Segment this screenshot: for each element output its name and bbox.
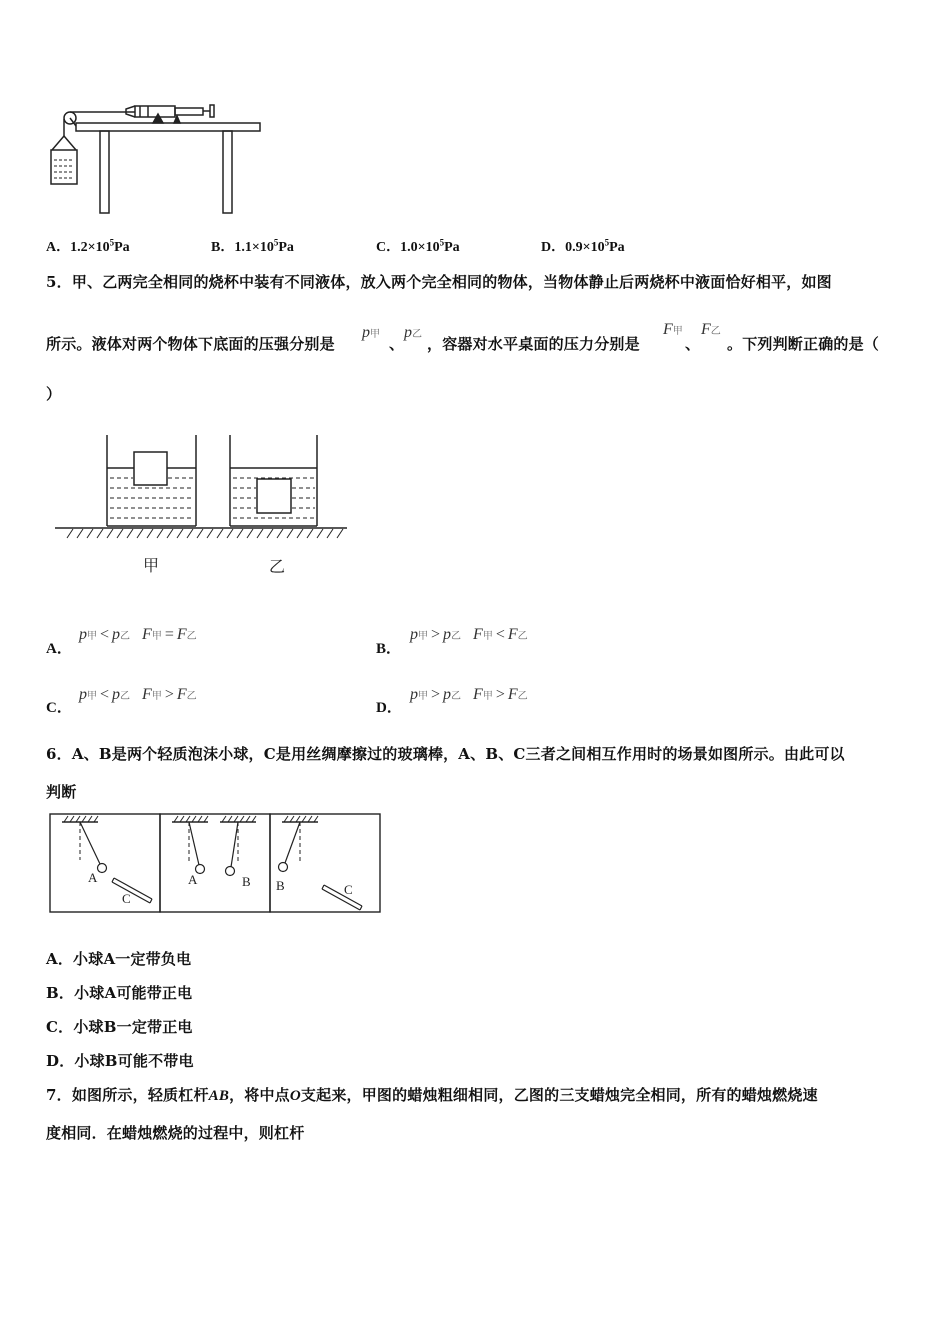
q5-option-d-expr: p甲 > p乙 F甲 > F乙 — [410, 686, 528, 703]
q5-beakers-figure — [55, 430, 355, 580]
q5-fig-label-yi: 乙 — [269, 559, 286, 576]
q5-stem-line-2a: 所示。液体对两个物体下底面的压强分别是 — [46, 335, 335, 353]
q4-option-d: D．$0.9\times 10^5Pa$ — [541, 237, 625, 255]
q6-fig-label-c3: C — [344, 882, 353, 897]
q4-option-c: C．$1.0\times 10^5Pa$ — [376, 237, 460, 255]
q5-option-c-letter: C． — [46, 700, 72, 716]
q5-sep-2: 、 — [685, 335, 701, 353]
q6-stem-line-1: 6．A、B是两个轻质泡沫小球，C是用丝绸摩擦过的玻璃棒，A、B、C三者之间相互作用时的场景如图所示。由此可以 — [46, 745, 845, 763]
q6-fig-label-b2: B — [242, 874, 251, 889]
q5-option-b-expr: p甲 > p乙 F甲 < F乙 — [410, 626, 528, 643]
q6-fig-label-c1: C — [122, 891, 131, 906]
q5-stem-line-3: ） — [46, 385, 62, 403]
q5-option-d-letter: D． — [376, 700, 402, 716]
q6-fig-label-a1: A — [88, 870, 98, 885]
q6-option-c: C．小球B一定带正电 — [46, 1018, 193, 1036]
q7-stem-line-2: 度相同．在蜡烛燃烧的过程中，则杠杆 — [46, 1124, 305, 1142]
q5-F-jia: F甲 — [663, 321, 683, 338]
q6-charge-figure — [48, 812, 384, 916]
q5-sep-1: 、 — [389, 335, 405, 353]
q5-stem-line-2b: ，容器对水平桌面的压力分别是 — [427, 335, 640, 353]
q4-apparatus-figure — [40, 92, 270, 217]
q5-fig-label-jia: 甲 — [143, 558, 160, 575]
q7-stem-line-1: 7．如图所示，轻质杠杆AB，将中点O支起来，甲图的蜡烛粗细相同，乙图的三支蜡烛完全相同，所有的蜡烛燃烧速 — [46, 1086, 818, 1104]
q6-fig-label-a2: A — [188, 872, 198, 887]
q6-option-d: D．小球B可能不带电 — [46, 1052, 194, 1070]
q6-option-b: B．小球A可能带正电 — [46, 984, 193, 1002]
q5-option-c-expr: p甲 < p乙 F甲 > F乙 — [79, 686, 197, 703]
q5-option-a-expr: p甲 < p乙 F甲 = F乙 — [79, 626, 197, 643]
q5-p-jia: p甲 — [362, 324, 380, 341]
q7-lever-ab: AB — [208, 1088, 230, 1104]
q4-option-b: B．$1.1\times 10^5Pa$ — [211, 237, 294, 255]
q5-F-yi: F乙 — [701, 321, 721, 338]
q5-option-a-letter: A． — [46, 641, 72, 657]
q5-stem-line-1: 5．甲、乙两完全相同的烧杯中装有不同液体，放入两个完全相同的物体，当物体静止后两烧杯中液面恰好相平，如图 — [46, 273, 832, 291]
q5-stem-line-2c: 。下列判断正确的是（ — [727, 335, 880, 353]
q6-fig-label-b3: B — [276, 878, 285, 893]
q6-stem-line-2: 判断 — [46, 783, 77, 801]
q5-p-yi: p乙 — [404, 324, 422, 341]
q6-option-a: A．小球A一定带负电 — [46, 950, 192, 968]
q4-option-a: A．$1.2\times 10^5Pa$ — [46, 237, 130, 255]
q7-point-o: O — [289, 1088, 301, 1104]
q5-option-b-letter: B． — [376, 641, 402, 657]
